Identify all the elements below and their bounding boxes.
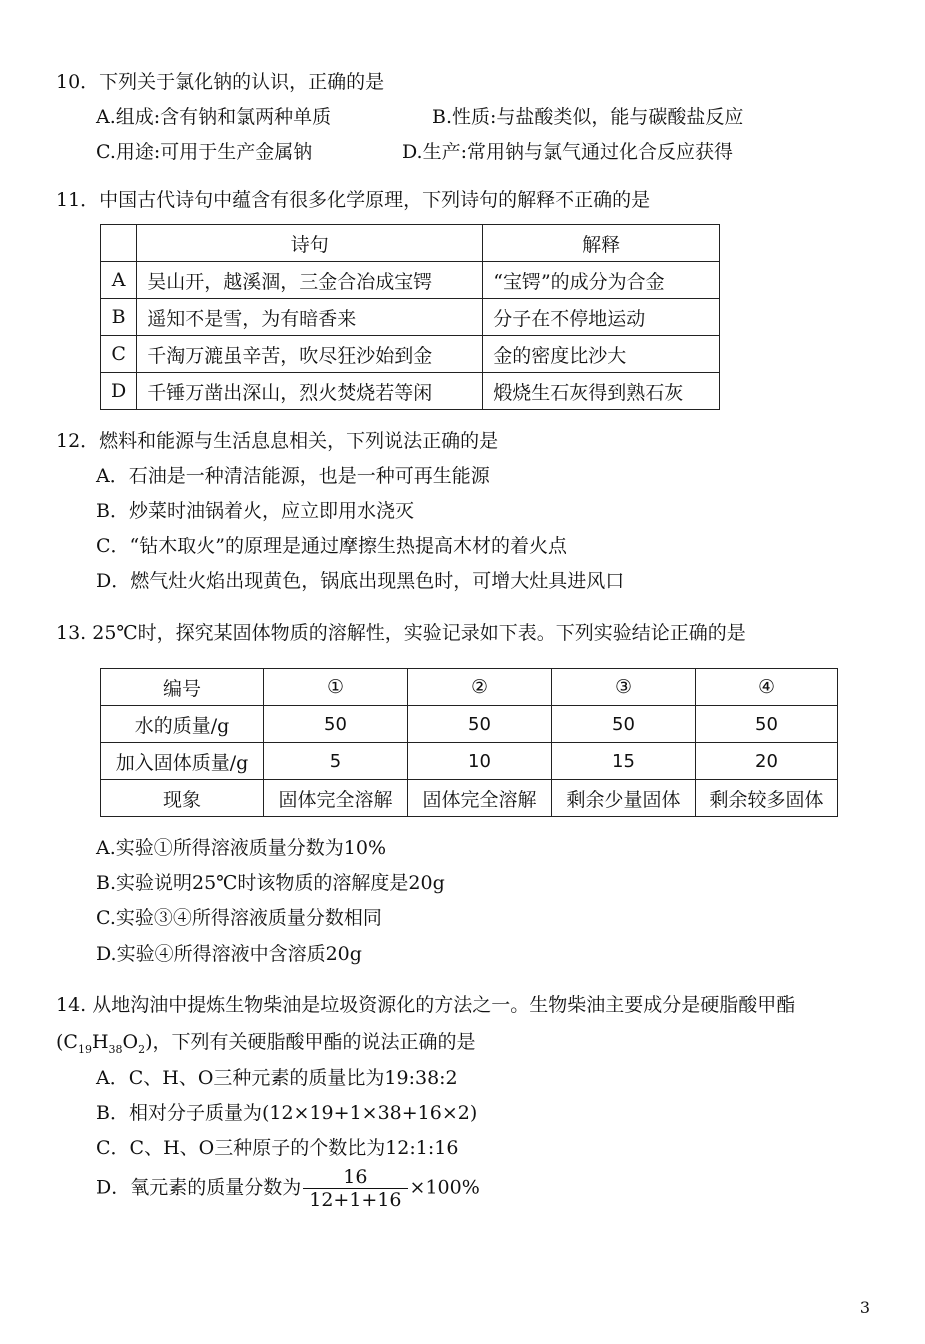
q11-stem: 11．中国古代诗句中蕴含有很多化学原理，下列诗句的解释不正确的是 — [56, 189, 651, 211]
formula-subscript: 19 — [77, 1042, 92, 1056]
table-cell: 金的密度比沙大 — [483, 336, 720, 373]
table-cell: 现象 — [101, 780, 264, 817]
table-cell: ③ — [552, 669, 696, 706]
q14-option-a: A．C、H、O三种元素的质量比为19:38:2 — [96, 1067, 458, 1089]
table-row — [101, 743, 838, 780]
q13-stem: 13. 25℃时，探究某固体物质的溶解性，实验记录如下表。下列实验结论正确的是 — [56, 622, 746, 644]
table-cell: 10 — [408, 743, 552, 780]
q10-stem: 10．下列关于氯化钠的认识，正确的是 — [56, 71, 385, 93]
table-row — [101, 262, 720, 299]
table-cell: ② — [408, 669, 552, 706]
formula-subscript: 2 — [138, 1042, 146, 1056]
table-cell: ① — [264, 669, 408, 706]
option-text: ×100% — [409, 1176, 480, 1199]
table-row — [101, 299, 720, 336]
q12-option-a: A．石油是一种清洁能源，也是一种可再生能源 — [96, 465, 490, 487]
table-cell: 剩余少量固体 — [552, 780, 696, 817]
table-cell: C — [101, 336, 137, 373]
q10-option-a: A.组成:含有钠和氯两种单质 — [96, 106, 332, 128]
q10-option-d: D.生产:常用钠与氯气通过化合反应获得 — [402, 141, 733, 163]
table-cell: 50 — [552, 706, 696, 743]
table-cell: 50 — [264, 706, 408, 743]
table-cell: 5 — [264, 743, 408, 780]
q14-option-d — [96, 1166, 480, 1211]
page-number: 3 — [859, 1298, 870, 1317]
table-cell: 编号 — [101, 669, 264, 706]
table-cell: ④ — [696, 669, 838, 706]
table-cell: 煅烧生石灰得到熟石灰 — [483, 373, 720, 410]
q12-option-c: C．“钻木取火”的原理是通过摩擦生热提高木材的着火点 — [96, 535, 567, 557]
table-header-row — [101, 225, 720, 262]
q13-table — [100, 668, 838, 817]
q12-stem: 12．燃料和能源与生活息息相关，下列说法正确的是 — [56, 430, 499, 452]
table-cell: 千淘万漉虽辛苦，吹尽狂沙始到金 — [137, 336, 483, 373]
table-cell: 固体完全溶解 — [408, 780, 552, 817]
q14-option-b: B．相对分子质量为(12×19+1×38+16×2) — [96, 1102, 478, 1124]
table-cell: 遥知不是雪，为有暗香来 — [137, 299, 483, 336]
table-header-cell: 解释 — [483, 225, 720, 262]
table-row — [101, 780, 838, 817]
q12-option-d: D．燃气灶火焰出现黄色，锅底出现黑色时，可增大灶具进风口 — [96, 570, 625, 592]
table-cell: 吴山开，越溪涸，三金合冶成宝锷 — [137, 262, 483, 299]
q13-option-d: D.实验④所得溶液中含溶质20g — [96, 943, 362, 965]
q13-option-a: A.实验①所得溶液质量分数为10% — [96, 837, 386, 859]
table-cell: 水的质量/g — [101, 706, 264, 743]
formula-part: O — [122, 1031, 139, 1053]
table-cell: 50 — [408, 706, 552, 743]
table-row — [101, 669, 838, 706]
q11-table — [100, 224, 720, 410]
q13-option-b: B.实验说明25℃时该物质的溶解度是20g — [96, 872, 445, 894]
table-cell: D — [101, 373, 137, 410]
q10-option-c: C.用途:可用于生产金属钠 — [96, 141, 313, 163]
table-header-cell: 诗句 — [137, 225, 483, 262]
fraction-denominator: 12+1+16 — [309, 1189, 402, 1211]
fraction-numerator: 16 — [303, 1166, 407, 1189]
table-cell: 固体完全溶解 — [264, 780, 408, 817]
q14-option-c: C．C、H、O三种原子的个数比为12:1:16 — [96, 1137, 459, 1159]
option-text: D．氧元素的质量分数为 — [96, 1176, 302, 1199]
table-cell: 剩余较多固体 — [696, 780, 838, 817]
stem-text: )，下列有关硬脂酸甲酯的说法正确的是 — [145, 1031, 476, 1053]
formula-part: (C — [56, 1031, 78, 1053]
formula-part: H — [91, 1031, 109, 1053]
table-cell: B — [101, 299, 137, 336]
q14-stem-line1: 14. 从地沟油中提炼生物柴油是垃圾资源化的方法之一。生物柴油主要成分是硬脂酸甲酯 — [56, 994, 796, 1016]
q10-option-b: B.性质:与盐酸类似，能与碳酸盐反应 — [432, 106, 744, 128]
fraction — [303, 1166, 407, 1211]
table-cell: 加入固体质量/g — [101, 743, 264, 780]
table-header-cell — [101, 225, 137, 262]
table-cell: 20 — [696, 743, 838, 780]
table-row — [101, 336, 720, 373]
q14-stem-line2 — [56, 1030, 476, 1062]
q12-option-b: B．炒菜时油锅着火，应立即用水浇灭 — [96, 500, 414, 522]
table-cell: 50 — [696, 706, 838, 743]
table-cell: 千锤万凿出深山，烈火焚烧若等闲 — [137, 373, 483, 410]
q13-option-c: C.实验③④所得溶液质量分数相同 — [96, 907, 382, 929]
table-cell: 分子在不停地运动 — [483, 299, 720, 336]
formula-subscript: 38 — [108, 1042, 123, 1056]
table-cell: “宝锷”的成分为合金 — [483, 262, 720, 299]
table-row — [101, 373, 720, 410]
table-cell: 15 — [552, 743, 696, 780]
table-row — [101, 706, 838, 743]
table-cell: A — [101, 262, 137, 299]
